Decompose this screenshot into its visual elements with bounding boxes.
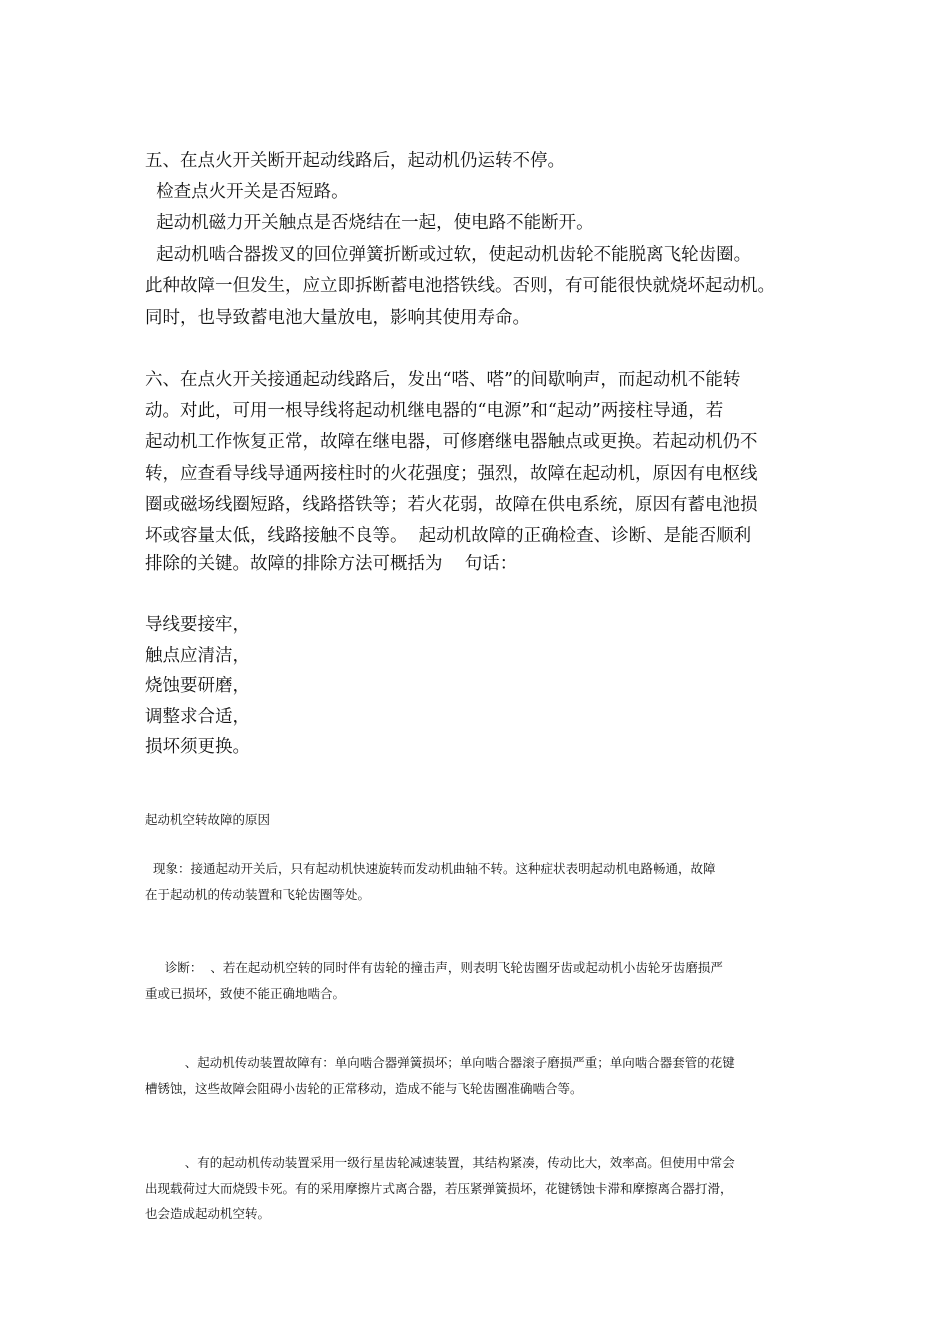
section5-item-3-line-3: 同时，也导致蓄电池大量放电，影响其使用寿命。 (145, 308, 530, 328)
diagnosis-line-1: 诊断： 、若在起动机空转的同时伴有齿轮的撞击声，则表明飞轮齿圈牙齿或起动机小齿轮牙齿磨损严 (145, 960, 723, 975)
section6-line-4: 转，应查看导线导通两接柱时的火花强度；强烈，故障在起动机，原因有电枢线 (145, 464, 758, 484)
diagnosis-line-2: 重或已损坏，致使不能正确地啮合。 (145, 986, 346, 1001)
maxim-line-3: 烧蚀要研磨， (145, 676, 250, 696)
maxim-line-5: 损坏须更换。 (145, 737, 250, 757)
item2-line-2: 槽锈蚀，这些故障会阻碍小齿轮的正常移动，造成不能与飞轮齿圈准确啮合等。 (145, 1081, 583, 1096)
section5-item-3-line-1: 起动机啮合器拨叉的回位弹簧折断或过软，使起动机齿轮不能脱离飞轮齿圈。 (145, 245, 752, 265)
idle-section-title: 起动机空转故障的原因 (145, 812, 271, 827)
section6-line-1: 六、在点火开关接通起动线路后，发出“嗒、嗒”的间歇响声，而起动机不能转 (145, 370, 741, 390)
section5-item-3-line-2: 此种故障一但发生，应立即拆断蓄电池搭铁线。否则，有可能很快就烧坏起动机。 (145, 276, 775, 296)
section5-item-2: 起动机磁力开关触点是否烧结在一起，使电路不能断开。 (145, 213, 594, 233)
phenomenon-line-1: 现象：接通起动开关后，只有起动机快速旋转而发动机曲轴不转。这种症状表明起动机电路畅通，故障 (145, 861, 716, 876)
maxim-line-4: 调整求合适， (145, 707, 250, 727)
maxim-line-1: 导线要接牢， (145, 615, 250, 635)
section6-line-6: 坏或容量太低，线路接触不良等。 起动机故障的正确检查、诊断、是能否顺利 (145, 526, 752, 546)
item3-line-2: 出现载荷过大而烧毁卡死。有的采用摩擦片式离合器，若压紧弹簧损坏，花键锈蚀卡滞和摩擦离合器打滑， (145, 1181, 733, 1196)
section5-item-1: 检查点火开关是否短路。 (145, 182, 349, 202)
maxim-line-2: 触点应清洁， (145, 646, 250, 666)
section6-line-5: 圈或磁场线圈短路，线路搭铁等；若火花弱，故障在供电系统，原因有蓄电池损 (145, 495, 758, 515)
section5-title: 五、在点火开关断开起动线路后，起动机仍运转不停。 (145, 151, 565, 171)
section6-line-2: 动。对此，可用一根导线将起动机继电器的“电源”和“起动”两接柱导通，若 (145, 401, 724, 421)
item2-line-1: 、起动机传动装置故障有：单向啮合器弹簧损坏；单向啮合器滚子磨损严重；单向啮合器套管的花键 (145, 1055, 735, 1070)
item3-line-3: 也会造成起动机空转。 (145, 1206, 271, 1221)
item3-line-1: 、有的起动机传动装置采用一级行星齿轮减速装置，其结构紧凑，传动比大，效率高。但使用中常会 (145, 1155, 735, 1170)
section6-line-7: 排除的关键。故障的排除方法可概括为 句话： (145, 554, 518, 574)
section6-line-3: 起动机工作恢复正常，故障在继电器，可修磨继电器触点或更换。若起动机仍不 (145, 432, 758, 452)
phenomenon-line-2: 在于起动机的传动装置和飞轮齿圈等处。 (145, 887, 371, 902)
